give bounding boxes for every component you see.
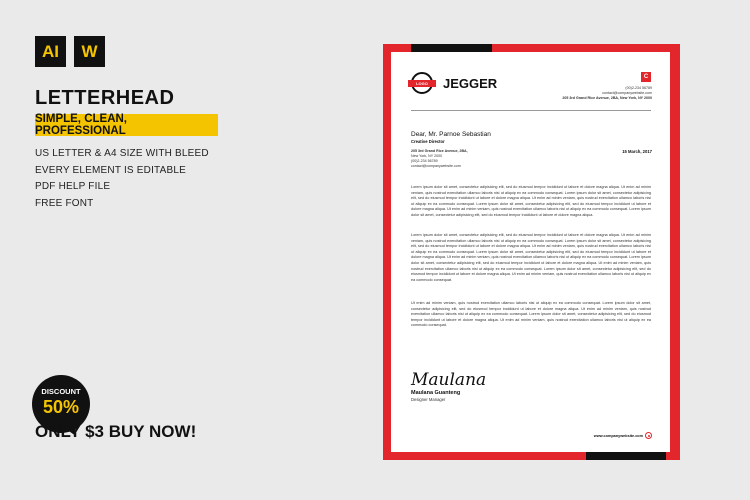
bottom-accent-bar bbox=[586, 452, 666, 460]
recipient-address-line: (00)2-234 56789 bbox=[411, 159, 438, 163]
signer-title: Designer Manager bbox=[411, 397, 446, 402]
brand-name: JEGGER bbox=[443, 76, 498, 91]
footer-website: www.companywebsite.com bbox=[593, 434, 643, 438]
feature-item: FREE FONT bbox=[35, 197, 94, 209]
recipient-address-line: contact@companywebsite.com bbox=[411, 164, 461, 168]
signature: Maulana bbox=[411, 370, 487, 390]
contact-address: 205 3rd Grand Rice Avenue, 2BA, New York, NY 2000 bbox=[562, 96, 652, 100]
feature-item: PDF HELP FILE bbox=[35, 181, 111, 192]
word-badge: W bbox=[74, 36, 105, 67]
globe-icon bbox=[645, 432, 652, 439]
recipient-address-line: New York, NY 2000 bbox=[411, 154, 443, 158]
letterhead-sheet bbox=[391, 52, 670, 452]
letter-date: 15 March, 2017 bbox=[622, 149, 652, 154]
feature-item: US LETTER & A4 SIZE WITH BLEED bbox=[35, 148, 209, 159]
top-accent-bar bbox=[411, 44, 492, 52]
tagline-banner: SIMPLE, CLEAN, PROFESSIONAL bbox=[35, 114, 218, 136]
body-paragraph: Ut enim ad minim veniam, quis nostrud exercitation ullamco laboris nisi ut aliquip ex ea commodo consequat. Lorem ipsum dolor sit amet, consectetur adipisicing elit, sed do eiusmod tempor incididunt ut labore et dolore magna aliqua. Ut enim ad minim veniam, quis nostrud exercitation ullamco laboris nisi ut aliquip ex ea commodo consequat. Lorem ipsum dolor sit amet, consectetur adipisicing elit, sed do eiusmod tempor incididunt ut labore et dolore magna aliqua. Ut enim ad minim veniam, quis nostrud exercitation ullamco laboris nisi ut aliquip ex ea commodo consequat. bbox=[411, 301, 651, 328]
body-paragraph: Lorem ipsum dolor sit amet, consectetur adipisicing elit, sed do eiusmod tempor incididunt ut labore et dolore magna aliqua. Ut enim ad minim veniam, quis nostrud exercitation ullamco laboris nisi ut aliquip ex ea commodo consequat. Lorem ipsum dolor sit amet, consectetur adipisicing elit, sed do eiusmod tempor incididunt ut labore et dolore magna aliqua. Ut enim ad minim veniam, quis nostrud exercitation ullamco laboris nisi ut aliquip ex ea commodo consequat. Lorem ipsum dolor sit amet, consectetur adipisicing elit, sed do eiusmod tempor incididunt ut labore et dolore magna aliqua. Ut enim ad minim veniam, quis nostrud exercitation ullamco laboris nisi ut aliquip ex ea commodo consequat. Lorem ipsum dolor sit amet, consectetur adipisicing elit, sed do eiusmod tempor incididunt ut labore et dolore magna aliqua. Ut enim ad minim veniam, quis nostrud exercitation ullamco laboris nisi ut aliquip ex ea commodo consequat. Lorem ipsum dolor sit amet, consectetur adipisicing elit, sed do eiusmod tempor incididunt ut labore et dolore magna aliqua. Ut enim ad minim veniam, quis nostrud exercitation ullamco laboris nisi ut aliquip ex ea commodo consequat. bbox=[411, 233, 651, 282]
product-title: LETTERHEAD bbox=[35, 87, 175, 109]
discount-label: DISCOUNT bbox=[41, 387, 81, 396]
illustrator-badge: AI bbox=[35, 36, 66, 67]
feature-list bbox=[35, 146, 209, 212]
contact-phone: (00)2-234 56789 bbox=[625, 86, 652, 90]
salutation: Dear, Mr. Parnoe Sebastian bbox=[411, 131, 491, 138]
header-divider bbox=[411, 110, 651, 111]
recipient-role: Creative Director bbox=[411, 139, 445, 144]
discount-percent: 50% bbox=[42, 397, 80, 417]
signer-name: Maulana Guanteng bbox=[411, 390, 461, 396]
logo-text: LOGO bbox=[408, 80, 436, 87]
recipient-address-line: 205 3rd Grand Rice Avenue, 2BA, bbox=[411, 149, 468, 153]
body-paragraph: Lorem ipsum dolor sit amet, consectetur adipisicing elit, sed do eiusmod tempor incididunt ut labore et dolore magna aliqua. Ut enim ad minim veniam, quis nostrud exercitation ullamco laboris nisi ut aliquip ex ea commodo consequat. Lorem ipsum dolor sit amet, consectetur adipisicing elit, sed do eiusmod tempor incididunt ut labore et dolore magna aliqua. Ut enim ad minim veniam, quis nostrud exercitation ullamco laboris nisi ut aliquip ex ea commodo consequat. Lorem ipsum dolor sit amet, consectetur adipisicing elit, sed do eiusmod tempor incididunt ut labore et dolore magna aliqua. Ut enim ad minim veniam, quis nostrud exercitation ullamco laboris nisi ut aliquip ex ea commodo consequat. Lorem ipsum dolor sit amet, consectetur adipisicing elit, sed do eiusmod tempor incididunt ut labore et dolore magna aliqua. bbox=[411, 185, 651, 217]
corner-mark: C bbox=[641, 72, 651, 82]
contact-email: contact@companywebsite.com bbox=[602, 91, 652, 95]
buy-now-cta[interactable]: ONLY $3 BUY NOW! bbox=[35, 422, 197, 441]
feature-item: EVERY ELEMENT IS EDITABLE bbox=[35, 164, 186, 176]
